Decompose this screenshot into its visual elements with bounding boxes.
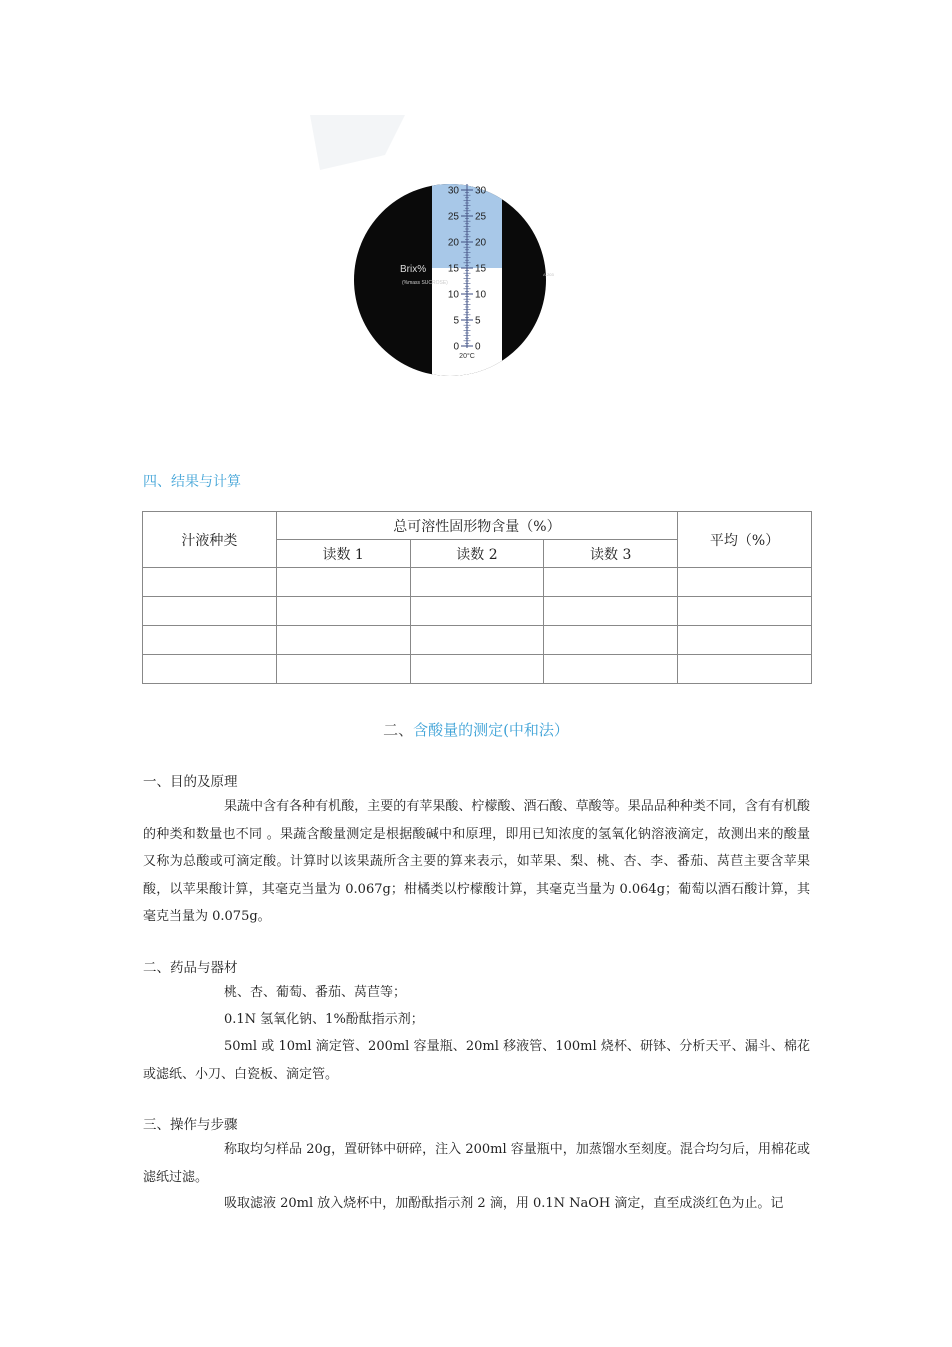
col-juice-type: 汁液种类 (143, 512, 277, 568)
col-total-soluble-solids: 总可溶性固形物含量（%） (276, 512, 677, 540)
scale-label-left: 5 (453, 315, 459, 327)
model-label: A-203 (543, 272, 554, 277)
col-reading-3: 读数 3 (544, 540, 678, 568)
table-row (143, 568, 812, 597)
scale-label-left: 20 (447, 237, 459, 249)
table-cell (544, 655, 678, 684)
table-cell (544, 568, 678, 597)
table-cell (143, 626, 277, 655)
table-row (143, 626, 812, 655)
table-row (143, 597, 812, 626)
table-cell (276, 597, 410, 626)
table-cell (410, 655, 544, 684)
section-title-prefix: 二、 (383, 721, 414, 739)
section-title (0, 719, 952, 740)
table-cell (678, 655, 812, 684)
table-cell (410, 597, 544, 626)
scale-label-right: 10 (475, 289, 487, 301)
col-reading-2: 读数 2 (410, 540, 544, 568)
table-cell (276, 655, 410, 684)
brix-label: Brix% (400, 264, 427, 275)
table-cell (143, 597, 277, 626)
table-cell (410, 626, 544, 655)
scale-label-left: 30 (447, 185, 459, 197)
scale-label-left: 15 (447, 263, 459, 275)
materials-line-3: 50ml 或 10ml 滴定管、200ml 容量瓶、20ml 移液管、100ml 烧杯、研钵、分析天平、漏斗、棉花或滤纸、小刀、白瓷板、滴定管。 (143, 1039, 810, 1082)
scale-label-left: 0 (453, 341, 459, 353)
procedure-paragraph-2: 吸取滤液 20ml 放入烧杯中，加酚酞指示剂 2 滴，用 0.1N NaOH 滴定，直至成淡红色为止。记 (224, 1196, 784, 1211)
part1-heading: 一、目的及原理 (143, 774, 238, 790)
refractometer-scale-image (300, 110, 600, 410)
scale-label-right: 20 (475, 237, 487, 249)
scale-label-left: 25 (447, 211, 459, 223)
table-cell (276, 568, 410, 597)
brix-sublabel: (%mass SUCROSE) (402, 280, 448, 286)
table-cell (678, 597, 812, 626)
materials-line-2: 0.1N 氢氧化钠、1%酚酞指示剂； (224, 1012, 424, 1027)
results-heading: 四、结果与计算 (143, 474, 241, 490)
table-cell (276, 626, 410, 655)
col-average: 平均（%） (678, 512, 812, 568)
scale-label-left: 10 (447, 289, 459, 301)
section-title-text: 含酸量的测定(中和法） (413, 721, 569, 739)
part3-heading: 三、操作与步骤 (143, 1117, 238, 1133)
scale-label-right: 5 (475, 315, 481, 327)
part2-heading: 二、药品与器材 (143, 960, 238, 976)
procedure-paragraph-1: 称取均匀样品 20g，置研钵中研碎，注入 200ml 容量瓶中，加蒸馏水至刻度。混合均匀后，用棉花或滤纸过滤。 (143, 1142, 810, 1185)
table-cell (410, 568, 544, 597)
temperature-label: 20°C (459, 353, 475, 360)
table-cell (143, 655, 277, 684)
table-cell (544, 597, 678, 626)
results-table (142, 511, 812, 684)
table-row (143, 655, 812, 684)
materials-line-1: 桃、杏、葡萄、番茄、莴苣等； (224, 985, 407, 1000)
scale-label-right: 30 (475, 185, 487, 197)
scale-label-right: 25 (475, 211, 487, 223)
table-cell (143, 568, 277, 597)
table-cell (678, 568, 812, 597)
scale-label-right: 15 (475, 263, 487, 275)
scale-label-right: 0 (475, 341, 481, 353)
table-cell (678, 626, 812, 655)
table-cell (544, 626, 678, 655)
col-reading-1: 读数 1 (276, 540, 410, 568)
part1-paragraph: 果蔬中含有各种有机酸，主要的有苹果酸、柠檬酸、酒石酸、草酸等。果品品种种类不同，含有有机酸的种类和数量也不同 。果蔬含酸量测定是根据酸碱中和原理，即用已知浓度的氢氧化钠溶液滴定，故测出来的酸量又称为总酸或可滴定酸。计算时以该果蔬所含主要的算来表示，如苹果、梨、桃、杏、李、番茄、莴苣主要含苹果酸，以苹果酸计算，其毫克当量为 0.067g；柑橘类以柠檬酸计算，其毫克当量为 0.064g；葡萄以酒石酸计算，其毫克当量为 0.075g。 (143, 799, 810, 925)
